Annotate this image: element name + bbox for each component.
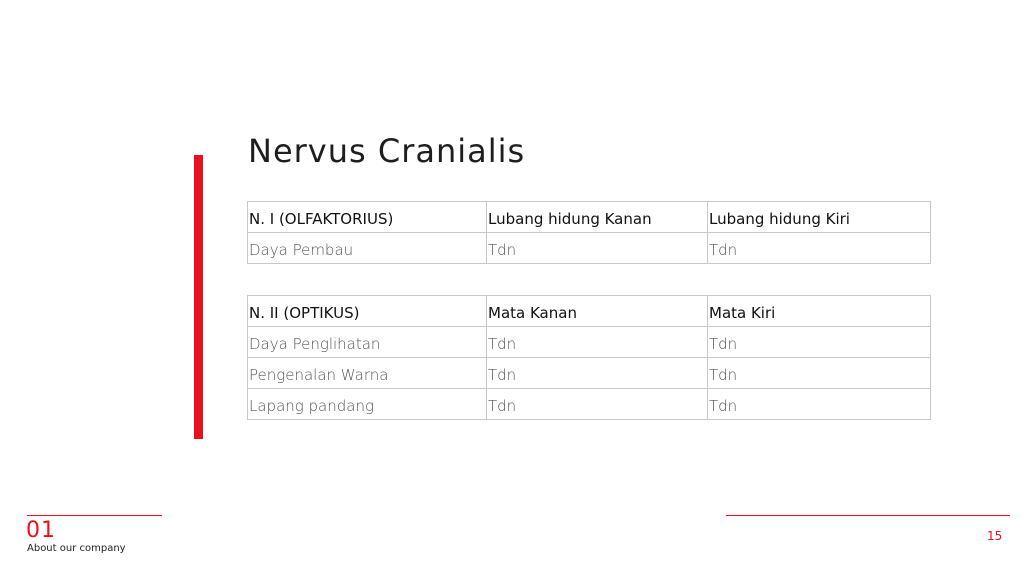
header-cell-left: Mata Kiri	[708, 296, 931, 327]
table-header-row	[248, 202, 931, 233]
section-label: About our company	[27, 543, 126, 554]
cell-left: Tdn	[708, 358, 931, 389]
table-header-row	[248, 296, 931, 327]
section-number: 01	[26, 518, 56, 543]
optikus-table	[247, 295, 931, 420]
table-row	[248, 233, 931, 264]
row-label: Daya Pembau	[248, 233, 487, 264]
cell-right: Tdn	[487, 358, 708, 389]
cell-right: Tdn	[487, 327, 708, 358]
cell-right: Tdn	[487, 389, 708, 420]
cell-left: Tdn	[708, 327, 931, 358]
table-row	[248, 327, 931, 358]
row-label: Pengenalan Warna	[248, 358, 487, 389]
slide-title: Nervus Cranialis	[248, 132, 526, 170]
header-cell-left: Lubang hidung Kiri	[708, 202, 931, 233]
page-number: 15	[987, 529, 1003, 543]
cell-left: Tdn	[708, 233, 931, 264]
header-cell-right: Mata Kanan	[487, 296, 708, 327]
header-cell-nerve: N. II (OPTIKUS)	[248, 296, 487, 327]
footer-divider-right	[726, 515, 1010, 516]
footer-divider-left	[27, 515, 162, 516]
olfaktorius-table	[247, 201, 931, 264]
cell-right: Tdn	[487, 233, 708, 264]
header-cell-right: Lubang hidung Kanan	[487, 202, 708, 233]
table-row	[248, 358, 931, 389]
accent-bar	[194, 155, 203, 439]
table-row	[248, 389, 931, 420]
cell-left: Tdn	[708, 389, 931, 420]
row-label: Daya Penglihatan	[248, 327, 487, 358]
row-label: Lapang pandang	[248, 389, 487, 420]
header-cell-nerve: N. I (OLFAKTORIUS)	[248, 202, 487, 233]
